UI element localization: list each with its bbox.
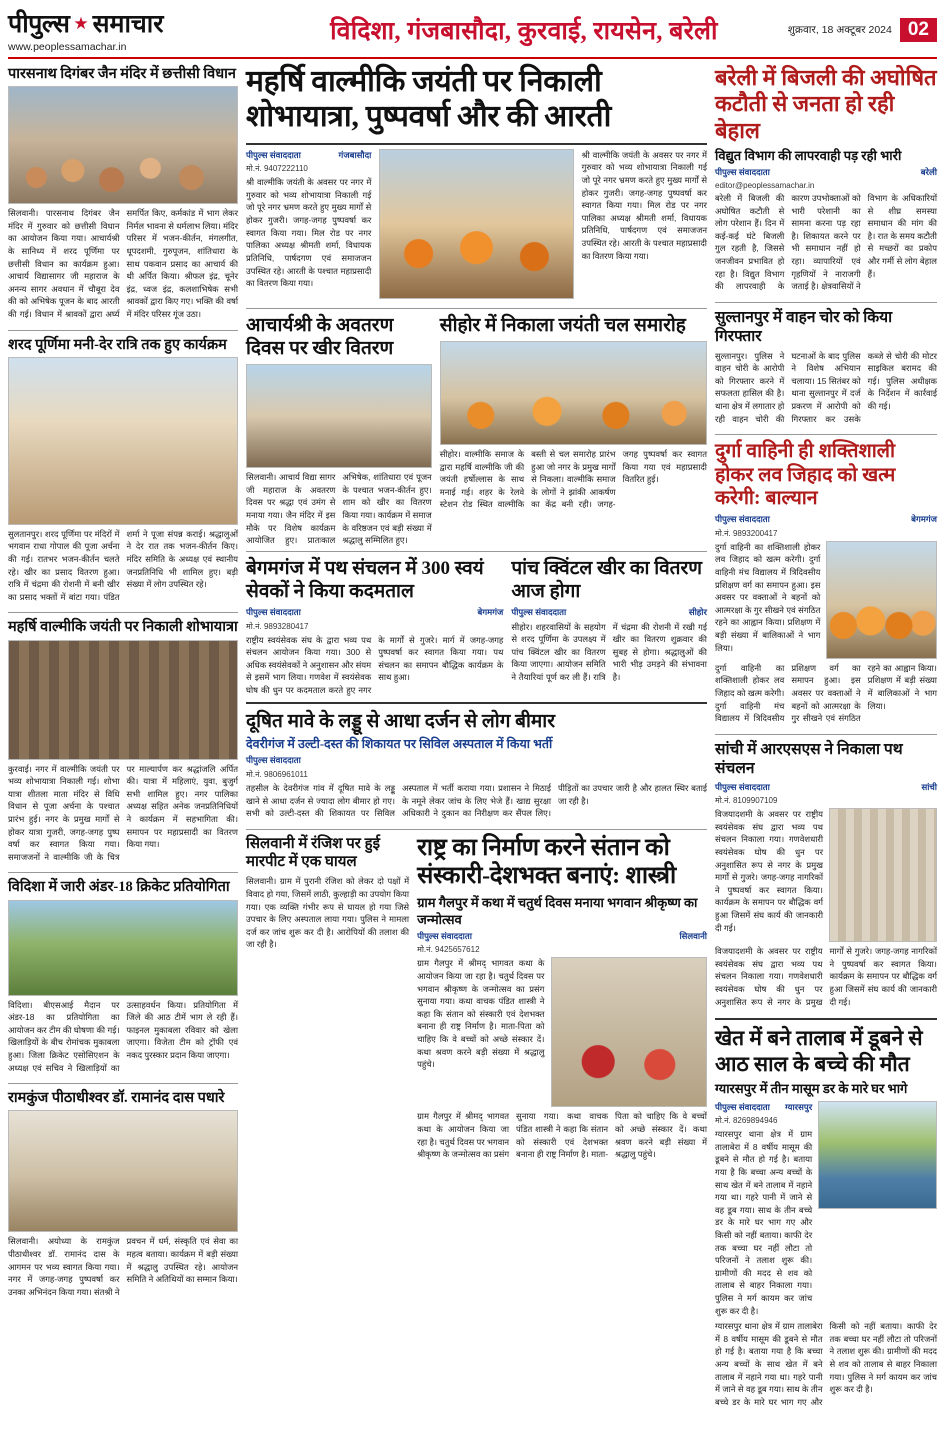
- byline-author: पीपुल्स संवाददाता: [246, 755, 301, 766]
- article-body: सुलतानपुर। शरद पूर्णिमा पर मंदिरों में भगवान राधा गोपाल की पूजा अर्चना की गई। रातभर भजन-कीर्तन चलते रहे। खीर का प्रसाद वितरण हुआ। रात्रि में चंद्रमा की रोशनी में बनी खीर का प्रसाद भक्तों में बांटा गया। पंडित शर्मा ने पूजा संपन्न कराई। श्रद्धालुओं ने देर रात तक भजन-कीर्तन किए। मंदिर समिति के अध्यक्ष एवं स्थानीय जनप्रतिनिधि भी शामिल हुए। बड़ी संख्या में लोग उपस्थित रहे।: [8, 528, 238, 602]
- article-body: सिलवानी। पारसनाथ दिगंबर जैन मंदिर में गुरुवार को छत्तीसी विधान का आयोजन किया गया। आचार्यश्री के सानिध्य में शरद पूर्णिमा पर छत्तीसी विधान का कार्यक्रम हुआ। आचार्य विद्यासागर जी महाराज के अनन्य सागर अवधान में चौबूरा देव की को अभिषेक पूजन के बाद आरती की गई। विधान में श्रावकों द्वारा अर्घ्य समर्पित किए, कर्मकांड में भाग लेकर निर्मल भावना से धर्मलाभ लिया। मंदिर परिसर में भजन-कीर्तन, मंगलगीत, धूपदशमी, गुरुपूजन, शांतिधारा के साथ पकवान प्रसाद का आचार्य की थी अर्पित किया। श्रीफल इंद्र, चूनेर इंद्र, ध्वज इंद्र, कलशाभिषेक सभी श्रावकों द्वारा किए गए। भक्ति की वर्षा में मंदिर परिसर गूंज उठा।: [8, 208, 238, 319]
- lead-body-cont: श्री वाल्मीकि जयंती के अवसर पर नगर में गुरुवार को भव्य शोभायात्रा निकाली गई जो पूरे नगर भ्रमण करते हुए मुख्य मार्गों से होकर गुजरी। जगह-जगह पुष्पवर्षा कर स्वागत किया गया। मिल रोड पर नगर पालिका अध्यक्ष श्रीमती शर्मा, विधायक प्रतिनिधि, पार्षदगण एवं समाजजन उपस्थित रहे। आरती के पश्चात महाप्रसादी का वितरण किया गया।: [581, 149, 707, 261]
- article-photo: [8, 86, 238, 204]
- article-parasnath: [8, 63, 238, 321]
- divider: [715, 434, 937, 435]
- byline: [511, 607, 707, 618]
- article-photo: [818, 1101, 937, 1209]
- article-silvani-maarpit: [246, 833, 409, 1161]
- article-talab-doobne-se-maut: [715, 1024, 937, 1408]
- byline: [417, 931, 707, 942]
- logo-hindi-text: समाचार: [92, 11, 164, 38]
- website-url: www.peoplessamachar.in: [8, 41, 127, 53]
- divider: [8, 612, 238, 613]
- byline-author: पीपुल्स संवाददाता: [417, 930, 472, 941]
- article-sanchi-rss: [715, 738, 937, 1008]
- star-icon: ★: [73, 13, 89, 33]
- byline-mobile: मो.नं. 9407222110: [246, 164, 308, 174]
- article-body: सिलवानी। आचार्य विद्या सागर जी महाराज के अवतरण दिवस पर श्रद्धा एवं उमंग से मनाया गया। जैन मंदिर में इस मौके पर विशेष कार्यक्रम आयोजित हुए। प्रातःकाल अभिषेक, शांतिधारा एवं पूजन के पश्चात भजन-कीर्तन हुए। शाम को खीर का वितरण किया गया। कार्यक्रम में समाज के वरिष्ठजन एवं बड़ी संख्या में श्रद्धालु सम्मिलित हुए।: [246, 472, 432, 546]
- masthead: [8, 6, 937, 59]
- byline-author: पीपुल्स संवाददाता: [715, 514, 770, 525]
- subheadline: विद्युत विभाग की लापरवाही पड़ रही भारी: [715, 148, 902, 164]
- byline-location: सांची: [921, 781, 937, 792]
- lead-article: [246, 63, 707, 299]
- article-bareli-bijli: [715, 63, 937, 293]
- article-durga-vahini: [715, 438, 937, 725]
- byline-author: पीपुल्स संवाददाता: [246, 607, 301, 618]
- headline: सीहोर में निकाला जयंती चल समारोह: [439, 314, 686, 336]
- article-ramkunj: [8, 1087, 238, 1298]
- byline-location: बेगमगंज: [911, 514, 937, 525]
- headline: महर्षि वाल्मीकि जयंती पर निकाली शोभायात्रा: [8, 619, 238, 636]
- lead-body: श्री वाल्मीकि जयंती के अवसर पर नगर में गुरुवार को भव्य शोभायात्रा निकाली गई जो पूरे नगर भ्रमण करते हुए मुख्य मार्गों से होकर गुजरी। जगह-जगह पुष्पवर्षा कर स्वागत किया गया। मिल रोड पर नगर पालिका अध्यक्ष श्रीमती शर्मा, विधायक प्रतिनिधि, पार्षदगण एवं समाजजन उपस्थित रहे। आरती के पश्चात महाप्रसादी का वितरण किया गया।: [246, 177, 372, 289]
- byline-location: ग्यारसपुर: [785, 1101, 813, 1112]
- divider: [246, 551, 707, 552]
- article-sehore-jayanti: [440, 312, 707, 547]
- logo-main-text: पीपुल्स: [8, 11, 70, 38]
- byline-location: बरेली: [920, 167, 937, 178]
- byline-location: गंजबासौदा: [338, 149, 372, 160]
- byline-author: पीपुल्स संवाददाता: [715, 781, 770, 792]
- byline-mobile: मो.नं. 8109907109: [715, 796, 778, 806]
- article-body: ग्राम गैलपुर में श्रीमद् भागवत कथा के आयोजन किया जा रहा है। चतुर्थ दिवस पर भगवान श्रीकृष्ण के जन्मोत्सव का प्रसंग सुनाया गया। कथा वाचक पंडित शास्त्री ने कहा कि संतान को संस्कारी एवं देशभक्त बनाना ही राष्ट्र निर्माण है। माता-पिता को चाहिए कि वे बच्चों को अच्छे संस्कार दें। कथा श्रवण करने बड़ी संख्या में श्रद्धालु पहुंचे।: [417, 958, 545, 1070]
- byline: [715, 1102, 812, 1113]
- byline-author: पीपुल्स संवाददाता: [715, 167, 770, 178]
- byline: [246, 150, 371, 161]
- page-number-badge: 02: [900, 18, 937, 42]
- byline-location: सीहोर: [688, 607, 707, 618]
- article-photo: [826, 541, 937, 659]
- headline: विदिशा में जारी अंडर-18 क्रिकेट प्रतियोगिता: [8, 879, 230, 896]
- headline: पारसनाथ दिगंबर जैन मंदिर में छत्तीसी विधान: [8, 66, 236, 82]
- subheadline: देवरीगंज में उल्टी-दस्त की शिकायत पर सिविल अस्पताल में किया भर्ती: [246, 736, 553, 751]
- byline: [715, 167, 937, 178]
- divider: [715, 302, 937, 303]
- headline: दूषित मावे के लड्डू से आधा दर्जन से लोग बीमार: [246, 710, 555, 732]
- article-body-cont: ग्यारसपुर थाना क्षेत्र में ग्राम तालाबेरा में 8 वर्षीय मासूम की डूबने से मौत हो गई है। बताया गया है कि बच्चा अन्य बच्चों के साथ खेत में बने तालाब में नहाने गया था। गहरे पानी में जाने से वह डूब गया। साथ के तीन बच्चे डर के मारे घर भाग गए और किसी को नहीं बताया। काफी देर तक बच्चा घर नहीं लौटा तो परिजनों ने तलाश शुरू की। ग्रामीणों की मदद से शव को तालाब से बाहर निकाला गया। पुलिस ने मर्ग कायम कर जांच शुरू कर दी है।: [715, 1321, 937, 1407]
- article-body-cont: विजयादशमी के अवसर पर राष्ट्रीय स्वयंसेवक संघ द्वारा भव्य पथ संचलन निकाला गया। गणवेशधारी स्वयंसेवक घोष की धुन पर अनुशासित रूप से नगर के प्रमुख मार्गों से गुजरे। जगह-जगह नागरिकों ने पुष्पवर्षा कर स्वागत किया। कार्यक्रम के समापन पर बौद्धिक वर्ग हुआ जिसमें संघ कार्य की जानकारी दी गई।: [715, 946, 937, 1007]
- logo: [8, 6, 260, 53]
- divider: [715, 734, 937, 735]
- lead-photo: [379, 149, 573, 299]
- article-dushit-mava: [246, 708, 707, 820]
- article-body: तहसील के देवरीगंज गांव में दूषित मावे के लड्डू खाने से आधा दर्जन से ज्यादा लोग बीमार हो गए। सभी को उल्टी-दस्त की शिकायत पर सिविल अस्पताल में भर्ती कराया गया। प्रशासन ने मिठाई के नमूने लेकर जांच के लिए भेजे हैं। खाद्य सुरक्षा अधिकारी ने दुकान का निरीक्षण कर सैंपल लिए। पीड़ितों का उपचार जारी है और हालत स्थिर बताई जा रही है।: [246, 782, 707, 819]
- headline: सांची में आरएसएस ने निकाला पथ संचलन: [715, 740, 903, 778]
- article-body: सिलवानी। ग्राम में पुरानी रंजिश को लेकर दो पक्षों में विवाद हो गया, जिसमें लाठी, कुल्हाड़ी का उपयोग किया गया। एक व्यक्ति गंभीर रूप से घायल हो गया जिसे उपचार के लिए अस्पताल लाया गया। पुलिस ने मामला दर्ज कर जांच शुरू कर दी है। आरोपियों की तलाश की जा रही है।: [246, 876, 410, 950]
- byline-mobile: मो.नं. 9425657612: [417, 945, 480, 955]
- article-photo: [551, 957, 707, 1107]
- byline-mobile: मो.नं. 9893280417: [246, 621, 309, 631]
- headline: पांच क्विंटल खीर का वितरण आज होगा: [511, 557, 703, 602]
- headline: सुल्तानपुर में वाहन चोर को किया गिरफ्तार: [715, 308, 893, 346]
- article-photo: [8, 1110, 238, 1232]
- article-photo: [440, 341, 707, 445]
- headline: बेगमगंज में पथ संचलन में 300 स्वयं सेवकों ने किया कदमताल: [246, 557, 484, 602]
- edition-line: विदिशा, गंजबासौदा, कुरवाई, रायसेन, बरेली: [330, 17, 718, 45]
- headline: रामकुंज पीठाधीश्वर डॉ. रामानंद दास पधारे: [8, 1090, 225, 1107]
- article-cricket: [8, 876, 238, 1074]
- article-body-cont: दुर्गा वाहिनी का शक्तिशाली होकर लव जिहाद को खत्म करेगी। दुर्गा वाहिनी मंच विद्यालय में त्रिदिवसीय प्रशिक्षण वर्ग का समापन हुआ। इस अवसर पर वक्ताओं ने बहनों को आत्मरक्षा के गुर सीखने एवं संगठित रहने का आह्वान किया। प्रशिक्षण में बड़ी संख्या में बालिकाओं ने भाग लिया।: [715, 662, 937, 724]
- center-column: [246, 63, 707, 1413]
- lead-headline: महर्षि वाल्मीकि जयंती पर निकाली शोभायात्रा, पुष्पवर्षा और की आरती: [246, 65, 612, 134]
- article-photo: [8, 640, 238, 760]
- article-begamganj-path-sanchalan: [246, 555, 503, 697]
- headline: बरेली में बिजली की अघोषित कटौती से जनता हो रही बेहाल: [715, 65, 937, 143]
- divider: [8, 872, 238, 873]
- divider: [8, 330, 238, 331]
- byline: [715, 782, 937, 793]
- byline-author: पीपुल्स संवाददाता: [511, 607, 567, 618]
- article-body: ग्यारसपुर थाना क्षेत्र में ग्राम तालाबेरा में 8 वर्षीय मासूम की डूबने से मौत हो गई है। बताया गया है कि बच्चा अन्य बच्चों के साथ खेत में बने तालाब में नहाने गया था। गहरे पानी में जाने से वह डूब गया। साथ के तीन बच्चे डर के मारे घर भाग गए और किसी को नहीं बताया। काफी देर तक बच्चा घर नहीं लौटा तो परिजनों ने तलाश शुरू की। ग्रामीणों की मदद से शव को तालाब से बाहर निकाला गया। पुलिस ने मर्ग कायम कर जांच शुरू कर दी है।: [715, 1129, 813, 1316]
- subheadline: ग्राम गैलपुर में कथा में चतुर्थ दिवस मनाया भगवान श्रीकृष्ण का जन्मोत्सव: [417, 895, 698, 927]
- article-body-cont: ग्राम गैलपुर में श्रीमद् भागवत कथा के आयोजन किया जा रहा है। चतुर्थ दिवस पर भगवान श्रीकृष्ण के जन्मोत्सव का प्रसंग सुनाया गया। कथा वाचक पंडित शास्त्री ने कहा कि संतान को संस्कारी एवं देशभक्त बनाना ही राष्ट्र निर्माण है। माता-पिता को चाहिए कि वे बच्चों को अच्छे संस्कार दें। कथा श्रवण करने बड़ी संख्या में श्रद्धालु पहुंचे।: [417, 1111, 707, 1160]
- article-body: सीहोर। शहरवासियों के सहयोग से शरद पूर्णिमा के उपलक्ष्य में पांच क्विंटल खीर का वितरण किया जाएगा। आयोजन समिति ने तैयारियां पूर्ण कर ली हैं। रात्रि में चंद्रमा की रोशनी में रखी गई खीर का वितरण शुक्रवार की सुबह से होगा। श्रद्धालुओं की भारी भीड़ उमड़ने की संभावना है।: [511, 621, 707, 683]
- article-photo: [829, 808, 937, 942]
- divider: [8, 1083, 238, 1084]
- page-grid: [8, 63, 937, 1413]
- divider: [715, 1018, 937, 1020]
- article-body: विदिशा। बीएसआई मैदान पर अंडर-18 का प्रतियोगिता का आयोजन कर टीम की घोषणा की गई। खिलाड़ियों के बीच रोमांचक मुकाबला हुआ। जिला क्रिकेट एसोसिएशन के अध्यक्ष एवं सचिव ने खिलाड़ियों का उत्साहवर्धन किया। प्रतियोगिता में जिले की आठ टीमें भाग ले रही हैं। फाइनल मुकाबला रविवार को खेला जाएगा। विजेता टीम को ट्रॉफी एवं नकद पुरस्कार प्रदान किया जाएगा।: [8, 999, 238, 1073]
- headline: सिलवानी में रंजिश पर हुई मारपीट में एक घायल: [246, 835, 380, 871]
- byline-author: पीपुल्स संवाददाता: [715, 1101, 770, 1112]
- byline-mobile: मो.नं. 9806961011: [246, 769, 308, 779]
- byline-mobile: मो.नं. 8269894946: [715, 1116, 778, 1126]
- article-sharad-purnima: [8, 334, 238, 604]
- headline: आचार्यश्री के अवतरण दिवस पर खीर वितरण: [246, 314, 394, 359]
- byline-mobile: मो.नं. 9893200417: [715, 528, 778, 538]
- article-body: सिलवानी। अयोध्या के रामकुंज पीठाधीश्वर डॉ. रामानंद दास के आगमन पर भव्य स्वागत किया गया। नगर में जगह-जगह पुष्पवर्षा कर उनका अभिनंदन किया गया। संतश्री ने प्रवचन में धर्म, संस्कृति एवं सेवा का महत्व बताया। कार्यक्रम में बड़ी संख्या में श्रद्धालु उपस्थित रहे। आयोजन समिति ने अतिथियों का सम्मान किया।: [8, 1236, 238, 1297]
- article-body: सीहोर। वाल्मीकि समाज के द्वारा महर्षि वाल्मीकि जी की जयंती हर्षोल्लास के साथ मनाई गई। शहर के रेलवे स्टेशन रोड स्थित वाल्मीकि बस्ती से चल समारोह प्रारंभ हुआ जो नगर के प्रमुख मार्गों से निकला। वाल्मीकि समाज के लोगों ने झांकी आकर्षण का केंद्र बनी रही। जगह-जगह पुष्पवर्षा कर स्वागत किया गया एवं महाप्रसादी वितरित हुई।: [439, 448, 707, 510]
- article-photo: [246, 364, 432, 468]
- byline-author: पीपुल्स संवाददाता: [246, 149, 301, 160]
- headline: खेत में बने तालाब में डूबने से आठ साल के बच्चे की मौत: [715, 1026, 923, 1076]
- headline: शरद पूर्णिमा मनी-देर रात्रि तक हुए कार्यक्रम: [8, 336, 227, 353]
- article-body: कुरवाई। नगर में वाल्मीकि जयंती पर भव्य शोभायात्रा निकाली गई। शोभा यात्रा शीतला माता मंदिर से विधि विधान से पूजा अर्चना के पश्चात प्रारंभ हुई। नगर के प्रमुख मार्गों से होकर यात्रा गुजरी, जगह-जगह पुष्प वर्षा कर स्वागत किया गया। समाजजनों ने वाल्मीकि जी के चित्र पर माल्यार्पण कर श्रद्धांजलि अर्पित की। यात्रा में महिलाएं, युवा, बुजुर्ग सभी शामिल हुए। नगर पालिका अध्यक्ष सहित अनेक जनप्रतिनिधियों ने कार्यक्रम में सहभागिता की। समापन पर महाप्रसादी का वितरण किया गया।: [8, 763, 238, 862]
- article-acharya-khir: [246, 312, 432, 547]
- article-photo: [8, 357, 238, 525]
- article-body: दुर्गा वाहिनी का शक्तिशाली होकर लव जिहाद को खत्म करेगी। दुर्गा वाहिनी मंच विद्यालय में त्रिदिवसीय प्रशिक्षण वर्ग का समापन हुआ। इस अवसर पर वक्ताओं ने बहनों को आत्मरक्षा के गुर सीखने एवं संगठित रहने का आह्वान किया। प्रशिक्षण में बड़ी संख्या में बालिकाओं ने भाग लिया।: [715, 541, 821, 653]
- left-column: [8, 63, 238, 1413]
- headline: दुर्गा वाहिनी ही शक्तिशाली होकर लव जिहाद को खत्म करेगी: बाल्यान: [715, 441, 896, 509]
- article-valmiki-shobhayatra: [8, 616, 238, 863]
- article-body: राष्ट्रीय स्वयंसेवक संघ के द्वारा भव्य पथ संचलन आयोजन किया गया। 300 से अधिक स्वयंसेवकों ने अनुशासन और संयम से इसमें भाग लिया। गणवेश में स्वयंसेवक घोष की धुन पर कदमताल करते हुए नगर के मार्गों से गुजरे। मार्ग में जगह-जगह पुष्पवर्षा कर स्वागत किया गया। पथ संचलन का समापन बौद्धिक कार्यक्रम के साथ हुआ।: [246, 634, 504, 696]
- headline: राष्ट्र का निर्माण करने संतान को संस्कारी-देशभक्त बनाएं: शास्त्री: [417, 834, 676, 890]
- byline: [715, 514, 937, 525]
- article-rashtra-nirman: [417, 833, 707, 1161]
- byline-location: सिलवानी: [679, 930, 707, 941]
- divider: [246, 308, 707, 309]
- article-body: विजयादशमी के अवसर पर राष्ट्रीय स्वयंसेवक संघ द्वारा भव्य पथ संचलन निकाला गया। गणवेशधारी स्वयंसेवक घोष की धुन पर अनुशासित रूप से नगर के प्रमुख मार्गों से गुजरे। जगह-जगह नागरिकों ने पुष्पवर्षा कर स्वागत किया। कार्यक्रम के समापन पर बौद्धिक वर्ग हुआ जिसमें संघ कार्य की जानकारी दी गई।: [715, 809, 823, 933]
- byline-email: editor@peoplessamachar.in: [715, 180, 815, 190]
- publication-date: शुक्रवार, 18 अक्टूबर 2024: [787, 23, 892, 36]
- byline: [246, 755, 707, 766]
- article-khir-vitaran: [511, 555, 707, 697]
- subheadline: ग्यारसपुर में तीन मासूम डर के मारे घर भागे: [715, 1081, 908, 1097]
- article-body: सुल्तानपुर। पुलिस ने वाहन चोरी के आरोपी को गिरफ्तार करने में सफलता हासिल की है। थाना क्षेत्र में लगातार हो रही वाहन चोरी की घटनाओं के बाद पुलिस ने विशेष अभियान चलाया। 15 सितंबर को थाना सुल्तानपुर में दर्ज प्रकरण में आरोपी को गिरफ्तार कर उसके कब्जे से चोरी की मोटर साइकिल बरामद की गई। पुलिस अधीक्षक के निर्देशन में कार्रवाई की गई।: [715, 350, 937, 424]
- divider: [246, 702, 707, 704]
- article-vahan-chor: [715, 306, 937, 425]
- divider: [246, 829, 707, 830]
- right-column: [715, 63, 937, 1413]
- article-photo: [8, 900, 238, 996]
- byline: [246, 607, 503, 618]
- byline-location: बेगमगंज: [477, 607, 504, 618]
- article-body: बरेली में बिजली की अघोषित कटौती से लोग परेशान हैं। दिन में कई-कई घंटे बिजली गुल रहती है, जिससे जनजीवन प्रभावित हो रहा है। विद्युत विभाग की लापरवाही के कारण उपभोक्ताओं को भारी परेशानी का सामना करना पड़ रहा है। शिकायत करने पर भी समाधान नहीं हो रहा। व्यापारियों एवं गृहणियों ने नाराजगी जताई है। क्षेत्रवासियों ने विभाग के अधिकारियों से शीघ्र समस्या समाधान की मांग की है। रात के समय कटौती से मच्छरों का प्रकोप और गर्मी से लोग बेहाल हैं।: [715, 192, 937, 292]
- masthead-right: [788, 18, 937, 42]
